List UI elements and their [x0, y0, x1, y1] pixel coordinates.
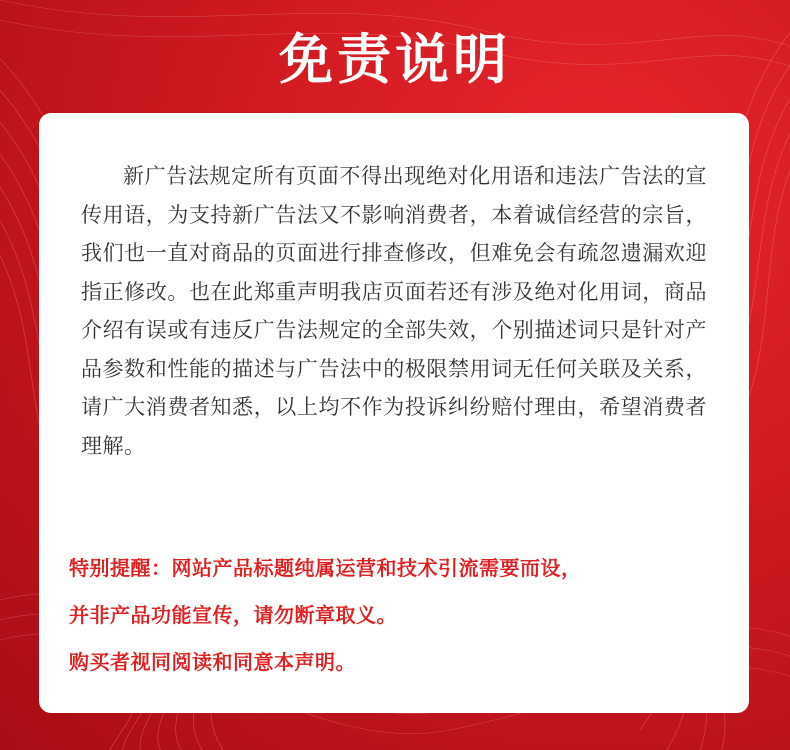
notice-line-2: 并非产品功能宣传，请勿断章取义。	[69, 603, 397, 627]
special-notice	[69, 545, 729, 686]
disclaimer-card	[39, 113, 749, 713]
notice-line-3: 购买者视同阅读和同意本声明。	[69, 650, 356, 674]
disclaimer-text: 新广告法规定所有页面不得出现绝对化用语和违法广告法的宣传用语，为支持新广告法又不影响消费者，本着诚信经营的宗旨，我们也一直对商品的页面进行排查修改，但难免会有疏忽遗漏欢迎指正修改。也在此郑重声明我店页面若还有涉及绝对化用词，商品介绍有误或有违反广告法规定的全部失效，个别描述词只是针对产品参数和性能的描述与广告法中的极限禁用词无任何关联及关系，请广大消费者知悉，以上均不作为投诉纠纷赔付理由，希望消费者理解。	[81, 164, 707, 458]
page-title: 免责说明	[279, 28, 511, 91]
notice-line-1: 特别提醒：网站产品标题纯属运营和技术引流需要而设，	[69, 556, 582, 580]
